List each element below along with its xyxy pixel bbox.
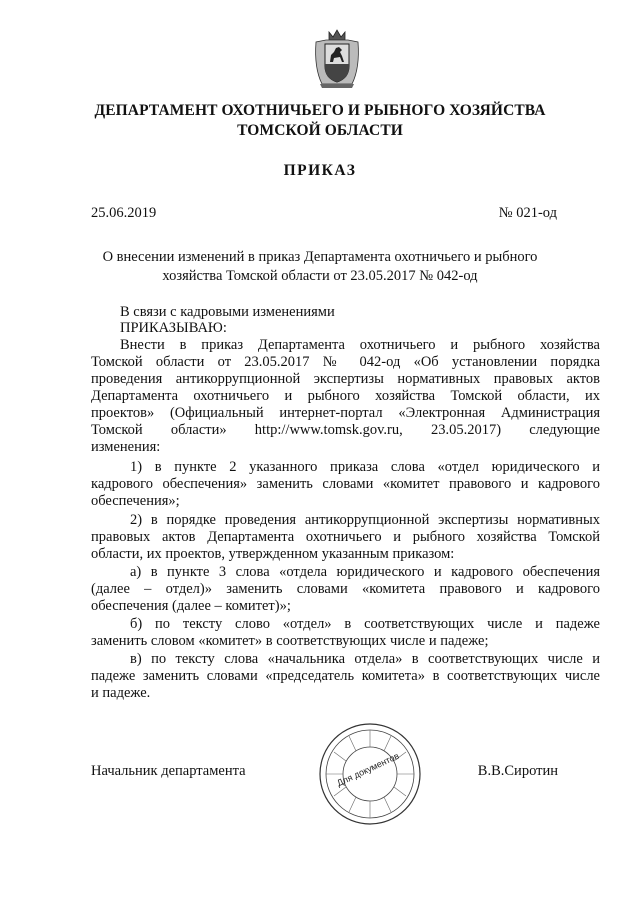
paragraph-line: 2) в порядке проведения антикоррупционной экспертизы нормативных [130, 512, 600, 528]
paragraph-line: проведения антикоррупционной экспертизы нормативных правовых актов [91, 371, 600, 387]
paragraph-line: кадрового обеспечения» заменить словами «комитет правового и кадрового [91, 476, 600, 492]
paragraph-line: и падеже. [91, 685, 151, 701]
paragraph-line: а) в пункте 3 слова «отдела юридического и кадрового обеспечения [130, 564, 600, 580]
paragraph-line: Томской области» http://www.tomsk.gov.ru, 23.05.2017) следующие [91, 422, 600, 438]
paragraph-line: Томской области от 23.05.2017 № 042-од «Об установлении порядка [91, 354, 600, 370]
paragraph-line: изменения: [91, 439, 161, 455]
official-seal-icon [318, 722, 422, 826]
subject-line1: О внесении изменений в приказ Департамента охотничьего и рыбного [102, 249, 538, 265]
paragraph-line: Департамента охотничьего и рыбного хозяйства Томской области, их [91, 388, 600, 404]
paragraph-line: проектов» (Официальный интернет-портал «Электронная Администрация [91, 405, 600, 421]
organization-name-line2: ТОМСКОЙ ОБЛАСТИ [237, 122, 403, 139]
paragraph-line: в) по тексту слова «начальника отдела» в соответствующих числе и [130, 651, 600, 667]
signatory-name: В.В.Сиротин [477, 763, 558, 779]
paragraph-line: б) по тексту слово «отдел» в соответствующих числе и падеже [130, 616, 600, 632]
stamp-text: Для документов [335, 750, 401, 789]
paragraph-line: 1) в пункте 2 указанного приказа слова «отдел юридического и [130, 459, 600, 475]
subject-line2: хозяйства Томской области от 23.05.2017 № 042-од [162, 268, 478, 284]
signatory-position: Начальник департамента [91, 763, 246, 779]
tomsk-coat-of-arms-icon [312, 28, 362, 90]
paragraph-line: Внести в приказ Департамента охотничьего и рыбного хозяйства [120, 337, 600, 353]
organization-name-line1: ДЕПАРТАМЕНТ ОХОТНИЧЬЕГО И РЫБНОГО ХОЗЯЙСТВА [94, 102, 546, 119]
document-date: 25.06.2019 [91, 205, 157, 221]
paragraph-line: области, их проектов, утвержденном указанным приказом: [91, 546, 455, 562]
order-heading: ПРИКАЗЫВАЮ: [120, 320, 227, 336]
intro-line: В связи с кадровыми изменениями [120, 304, 335, 320]
document-type: ПРИКАЗ [283, 162, 357, 179]
paragraph-line: обеспечения»; [91, 493, 180, 509]
paragraph-line: правовых актов Департамента охотничьего и рыбного хозяйства Томской [91, 529, 600, 545]
paragraph-line: заменить словом «комитет» в соответствующих числе и падеже; [91, 633, 489, 649]
paragraph-line: падеже заменить словами «председатель комитета» в соответствующих числе [91, 668, 600, 684]
document-number: № 021-од [498, 205, 557, 221]
paragraph-line: (далее – отдел)» заменить словами «комитета правового и кадрового [91, 581, 600, 597]
paragraph-line: обеспечения (далее – комитет)»; [91, 598, 291, 614]
